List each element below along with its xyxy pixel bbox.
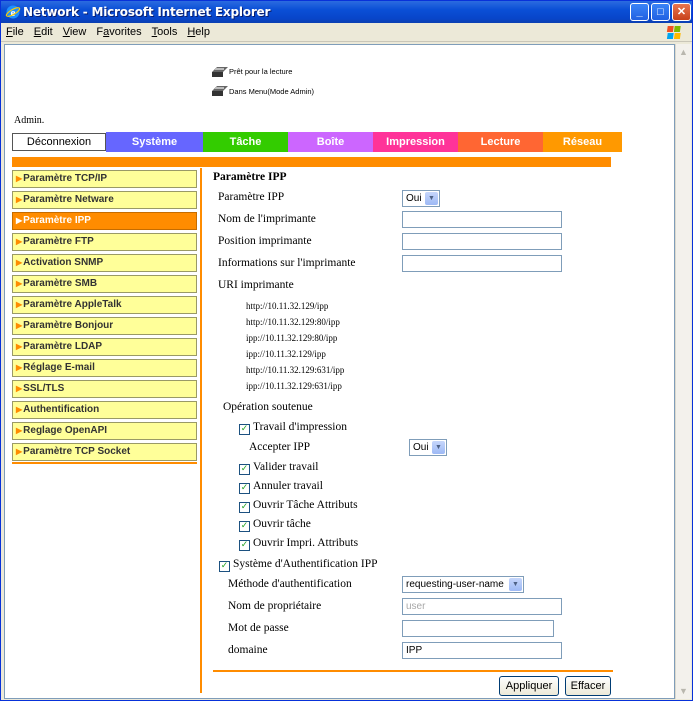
uri-item: ipp://10.11.32.129:631/ipp: [246, 381, 342, 391]
apply-button[interactable]: Appliquer: [499, 676, 559, 696]
checkbox-checked-icon[interactable]: ✓: [240, 540, 249, 550]
printer-admin-icon: [211, 83, 229, 97]
internet-explorer-icon: [5, 4, 21, 20]
ipp-setting-select[interactable]: Oui ▼: [402, 190, 440, 207]
tab-tache[interactable]: Tâche: [203, 132, 288, 152]
scroll-up-icon[interactable]: ▲: [679, 47, 688, 57]
chevron-down-icon: ▼: [425, 192, 438, 205]
menu-favorites[interactable]: Favorites: [96, 26, 142, 38]
printer-info-input[interactable]: [402, 255, 562, 272]
sidebar-item-authentification[interactable]: ▶Authentification: [12, 401, 197, 419]
scroll-down-icon[interactable]: ▼: [679, 686, 688, 696]
auth-method-select[interactable]: requesting-user-name ▼: [402, 576, 524, 593]
menu-help[interactable]: Help: [187, 26, 210, 38]
checkbox-checked-icon[interactable]: ✓: [240, 464, 249, 474]
printer-ready-icon: [211, 64, 229, 78]
checkbox-checked-icon[interactable]: ✓: [240, 483, 249, 493]
job-attributes-checkbox-row[interactable]: ✓ Ouvrir Tâche Attributs: [240, 499, 358, 512]
status-ready-text: Prêt pour la lecture: [229, 67, 293, 76]
checkbox-checked-icon[interactable]: ✓: [240, 502, 249, 512]
menu-edit[interactable]: Edit: [33, 26, 53, 38]
password-label: Mot de passe: [228, 622, 289, 634]
tab-systeme[interactable]: Système: [106, 132, 203, 152]
owner-name-input[interactable]: user: [402, 598, 562, 615]
sidebar-item-email[interactable]: ▶Réglage E-mail: [12, 359, 197, 377]
tab-reseau[interactable]: Réseau: [543, 132, 622, 152]
menu-file[interactable]: File: [6, 26, 24, 38]
sidebar-item-appletalk[interactable]: ▶Paramètre AppleTalk: [12, 296, 197, 314]
printer-uri-label: URI imprimante: [218, 279, 294, 291]
section-divider: [12, 157, 611, 167]
sidebar-item-ssltls[interactable]: ▶SSL/TLS: [12, 380, 197, 398]
validate-job-checkbox-row[interactable]: ✓ Valider travail: [240, 461, 319, 474]
accept-ipp-select[interactable]: Oui ▼: [409, 439, 447, 456]
supported-ops-label: Opération soutenue: [223, 401, 313, 413]
menu-tools[interactable]: Tools: [151, 26, 178, 38]
uri-item: http://10.11.32.129/ipp: [246, 301, 329, 311]
ipp-setting-label: Paramètre IPP: [218, 191, 285, 203]
sidebar-item-tcpip[interactable]: ▶Paramètre TCP/IP: [12, 170, 197, 188]
windows-logo-icon: [664, 24, 686, 41]
tab-lecture[interactable]: Lecture: [458, 132, 543, 152]
printer-name-label: Nom de l'imprimante: [218, 213, 316, 225]
window-title: Network - Microsoft Internet Explorer: [23, 5, 271, 19]
auth-method-label: Méthode d'authentification: [228, 578, 352, 590]
admin-label: Admin.: [14, 115, 45, 126]
checkbox-checked-icon[interactable]: ✓: [240, 424, 249, 434]
domain-label: domaine: [228, 644, 268, 656]
sidebar-item-ftp[interactable]: ▶Paramètre FTP: [12, 233, 197, 251]
printer-info-label: Informations sur l'imprimante: [218, 257, 356, 269]
content-divider: [200, 168, 202, 693]
printer-location-label: Position imprimante: [218, 235, 312, 247]
owner-name-label: Nom de propriétaire: [228, 600, 322, 612]
sidebar-item-tcp-socket[interactable]: ▶Paramètre TCP Socket: [12, 443, 197, 461]
domain-input[interactable]: IPP: [402, 642, 562, 659]
accept-ipp-label: Accepter IPP: [249, 441, 310, 453]
sidebar-item-netware[interactable]: ▶Paramètre Netware: [12, 191, 197, 209]
checkbox-checked-icon[interactable]: ✓: [240, 521, 249, 531]
uri-item: ipp://10.11.32.129:80/ipp: [246, 333, 338, 343]
status-admin-text: Dans Menu(Mode Admin): [229, 87, 315, 96]
maximize-button[interactable]: □: [651, 3, 670, 21]
tab-impression[interactable]: Impression: [373, 132, 458, 152]
sidebar-item-snmp[interactable]: ▶Activation SNMP: [12, 254, 197, 272]
print-job-checkbox-row[interactable]: ✓ Travail d'impression: [240, 421, 347, 434]
section-title: Paramètre IPP: [213, 171, 287, 183]
main-tabs: [12, 132, 622, 152]
menu-bar: [1, 23, 692, 42]
sidebar: [12, 170, 197, 464]
close-button[interactable]: ✕: [672, 3, 691, 21]
printer-name-input[interactable]: [402, 211, 562, 228]
menu-view[interactable]: View: [62, 26, 87, 38]
sidebar-item-ipp[interactable]: ▶Paramètre IPP: [12, 212, 197, 230]
chevron-down-icon: ▼: [509, 578, 522, 591]
auth-system-checkbox-row[interactable]: ✓ Système d'Authentification IPP: [220, 558, 378, 571]
tab-boite[interactable]: Boîte: [288, 132, 373, 152]
printer-attributes-checkbox-row[interactable]: ✓ Ouvrir Impri. Attributs: [240, 537, 359, 550]
cancel-job-checkbox-row[interactable]: ✓ Annuler travail: [240, 480, 323, 493]
sidebar-item-bonjour[interactable]: ▶Paramètre Bonjour: [12, 317, 197, 335]
vertical-scrollbar[interactable]: [675, 44, 691, 699]
clear-button[interactable]: Effacer: [565, 676, 611, 696]
chevron-down-icon: ▼: [432, 441, 445, 454]
sidebar-item-ldap[interactable]: ▶Paramètre LDAP: [12, 338, 197, 356]
sidebar-item-smb[interactable]: ▶Paramètre SMB: [12, 275, 197, 293]
uri-item: http://10.11.32.129:80/ipp: [246, 317, 340, 327]
svg-text:e: e: [10, 7, 16, 19]
title-bar: [1, 1, 692, 23]
uri-item: ipp://10.11.32.129/ipp: [246, 349, 326, 359]
logout-button[interactable]: Déconnexion: [12, 133, 106, 151]
checkbox-checked-icon[interactable]: ✓: [220, 561, 229, 571]
printer-location-input[interactable]: [402, 233, 562, 250]
sidebar-item-openapi[interactable]: ▶Reglage OpenAPI: [12, 422, 197, 440]
form-bottom-line: [213, 670, 613, 672]
sidebar-bottom-line: [12, 462, 197, 464]
minimize-button[interactable]: _: [630, 3, 649, 21]
open-job-checkbox-row[interactable]: ✓ Ouvrir tâche: [240, 518, 311, 531]
password-input[interactable]: [402, 620, 554, 637]
uri-item: http://10.11.32.129:631/ipp: [246, 365, 345, 375]
